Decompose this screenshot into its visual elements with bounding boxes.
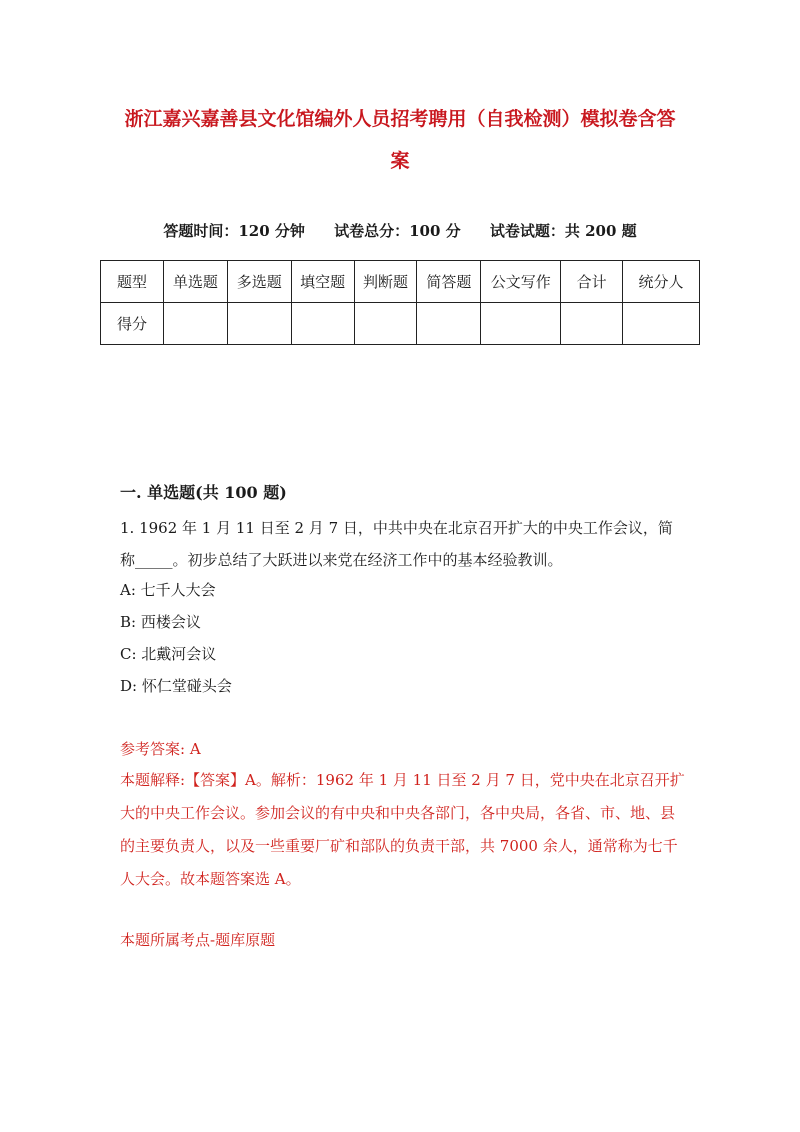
exam-question-count: 试卷试题：共 200 题 [489,222,637,240]
score-table-score-row [101,303,700,345]
score-cell [561,303,623,345]
score-cell [623,303,700,345]
score-header-cell: 统分人 [623,261,700,303]
score-header-cell: 填空题 [291,261,354,303]
score-header-cell: 合计 [561,261,623,303]
score-cell [291,303,354,345]
score-cell [481,303,561,345]
score-table-header-row [101,261,700,303]
section-title: 一. 单选题(共 100 题) [120,483,287,502]
score-table [100,260,700,345]
score-cell [163,303,227,345]
score-header-cell: 单选题 [163,261,227,303]
score-cell [417,303,481,345]
exam-total-score: 试卷总分：100 分 [334,222,461,240]
answer-explanation: 本题解释:【答案】A。解析：1962 年 1 月 11 日至 2 月 7 日，党中央在北京召开扩大的中央工作会议。参加会议的有中央和中央各部门，各中央局，各省、市、地、县的主要负责人，以及一些重要厂矿和部队的负责干部，共 7000 余人，通常称为七千人大会。故本题答案选 A。 [120,771,685,888]
score-row-label: 得分 [101,303,164,345]
exam-time: 答题时间：120 分钟 [163,222,305,240]
score-header-cell: 多选题 [227,261,291,303]
score-cell [227,303,291,345]
score-header-cell: 简答题 [417,261,481,303]
knowledge-point: 本题所属考点-题库原题 [120,931,276,949]
score-header-cell: 判断题 [354,261,417,303]
option-d: D: 怀仁堂碰头会 [120,677,232,695]
option-a: A: 七千人大会 [120,581,216,599]
exam-meta [100,220,700,241]
document-title-line1: 浙江嘉兴嘉善县文化馆编外人员招考聘用（自我检测）模拟卷含答 [124,108,676,130]
document-title-line2: 案 [390,150,410,172]
score-cell [354,303,417,345]
option-c: C: 北戴河会议 [120,645,217,663]
score-header-cell: 题型 [101,261,164,303]
score-header-cell: 公文写作 [481,261,561,303]
option-b: B: 西楼会议 [120,613,201,631]
reference-answer: 参考答案: A [120,740,201,758]
question-stem: 1. 1962 年 1 月 11 日至 2 月 7 日，中共中央在北京召开扩大的中央工作会议，简称_____。初步总结了大跃进以来党在经济工作中的基本经验教训。 [120,519,673,569]
